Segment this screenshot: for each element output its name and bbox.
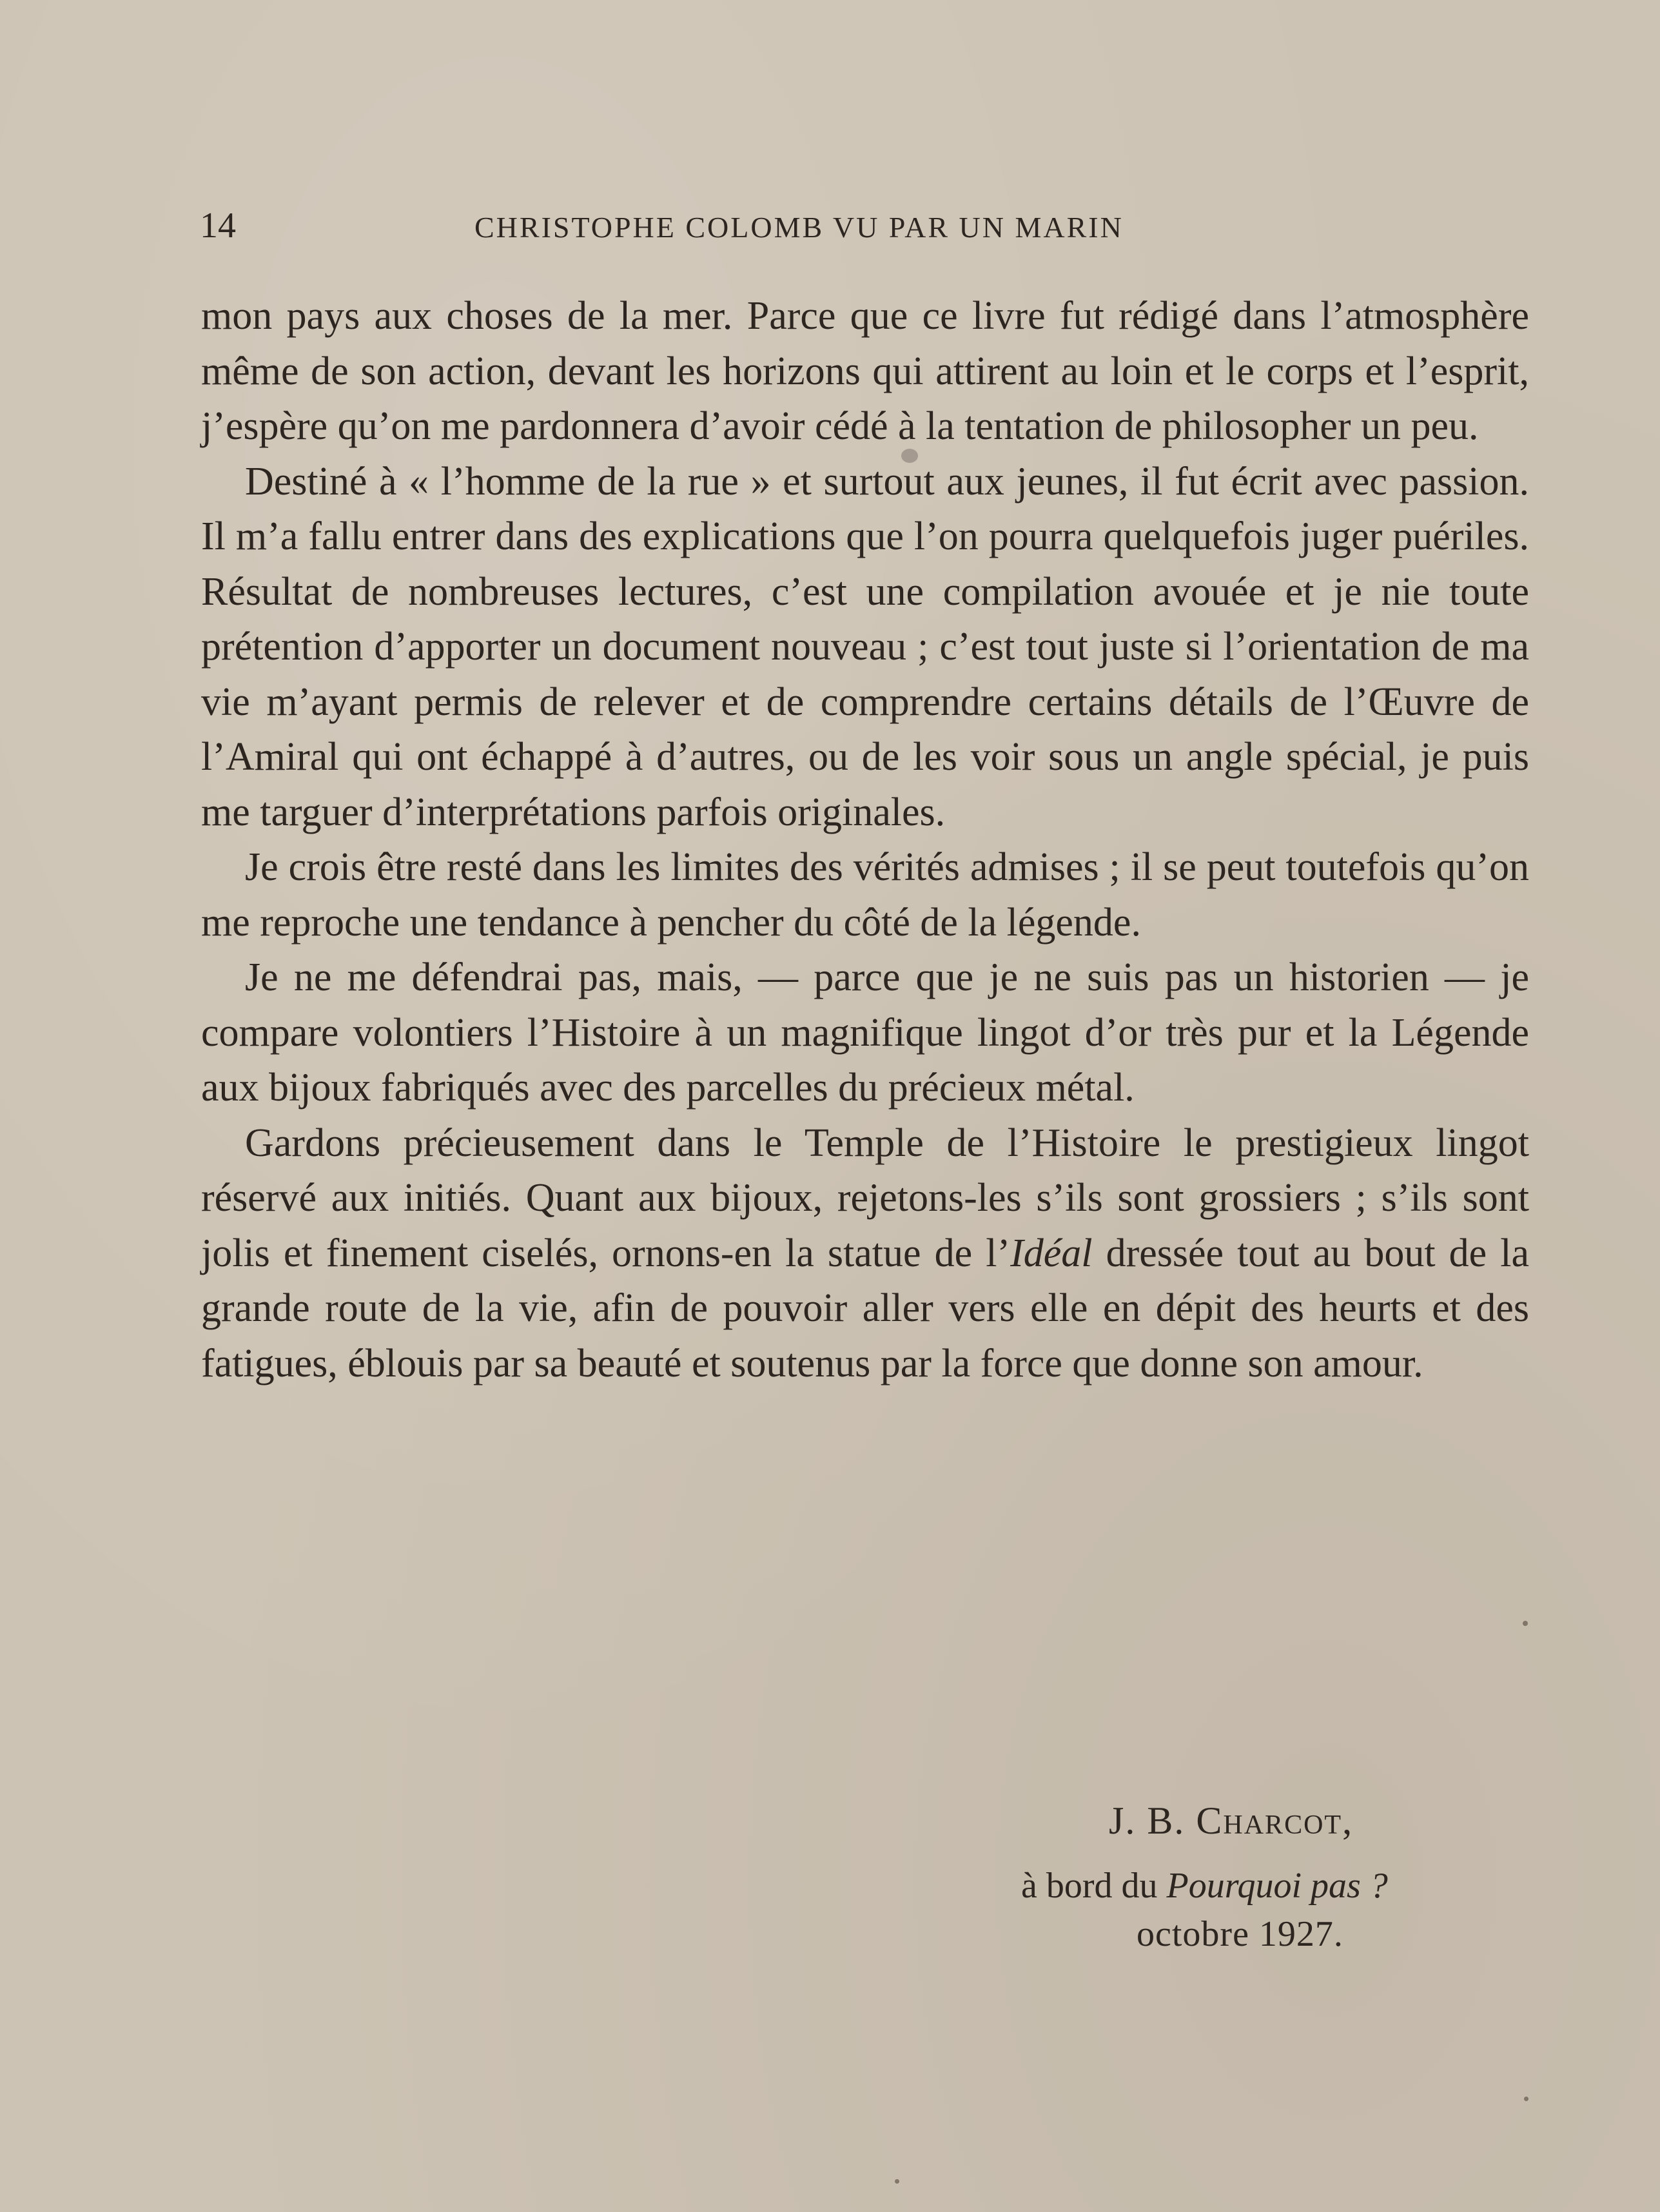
paragraph-2: Destiné à « l’homme de la rue » et surtout aux jeunes, il fut écrit avec passion. Il m’a fallu entrer dans des explications que l’on pourra quelquefois juger puériles. Résultat de nombreuses lectures, c’est une compilation avouée et je nie toute prétention d’apporter un document nouveau ; c’est tout juste si l’orientation de ma vie m’ayant permis de relever et de comprendre certains détails de l’Œuvre de l’Amiral qui ont échappé à d’autres, ou de les voir sous un angle spécial, je puis me targuer d’interprétations parfois originales. <box>201 459 1529 834</box>
place-line <box>1021 1865 1388 1906</box>
body-text <box>201 289 1529 1391</box>
paragraph-5 <box>201 1116 1529 1392</box>
signature-initials: J. B. <box>1109 1799 1196 1842</box>
signature-surname: Charcot <box>1196 1799 1343 1842</box>
paper-speck <box>1524 2097 1528 2101</box>
paragraph-5-italic: Idéal <box>1010 1231 1093 1275</box>
paragraph-3: Je crois être resté dans les limites des vérités admises ; il se peut toutefois qu’on me reproche une tendance à pencher du côté de la légende. <box>201 845 1529 945</box>
date-line: octobre 1927. <box>1137 1914 1343 1954</box>
paragraph-5-start: Gardons précieusement dans le Temple de l’Histoire le prestigieux lingot réservé aux initiés. Quant aux bijoux, rejetons-les s’ils sont grossiers ; s’ils sont jolis et finement ciselés, ornons-en la statue de l’ <box>201 1121 1529 1275</box>
paper-speck <box>1523 1621 1528 1626</box>
page-header <box>200 205 1264 250</box>
signature-comma: , <box>1342 1799 1354 1842</box>
place-prefix: à bord du <box>1021 1866 1167 1906</box>
paragraph-4: Je ne me défendrai pas, mais, — parce que je ne suis pas un historien — je compare volontiers l’Histoire à un magnifique lingot d’or très pur et la Légende aux bijoux fabriqués avec des parcelles du précieux métal. <box>201 955 1529 1110</box>
paper-speck <box>901 449 918 463</box>
ship-name: Pourquoi pas ? <box>1166 1866 1388 1906</box>
running-title: CHRISTOPHE COLOMB VU PAR UN MARIN <box>474 211 1124 244</box>
paragraph-1: mon pays aux choses de la mer. Parce que ce livre fut rédigé dans l’atmosphère même de son action, devant les horizons qui attirent au loin et le corps et l’esprit, j’espère qu’on me pardonnera d’avoir cédé à la tentation de philosopher un peu. <box>201 294 1529 448</box>
signature <box>1109 1799 1353 1843</box>
page-number: 14 <box>200 206 236 246</box>
paper-speck <box>895 2179 899 2184</box>
paragraph-5-end: dressée tout au bout de la grande route de la vie, afin de pouvoir aller vers elle en dépit des heurts et des fatigues, éblouis par sa beauté et soutenus par la force que donne son amour. <box>201 1231 1529 1385</box>
